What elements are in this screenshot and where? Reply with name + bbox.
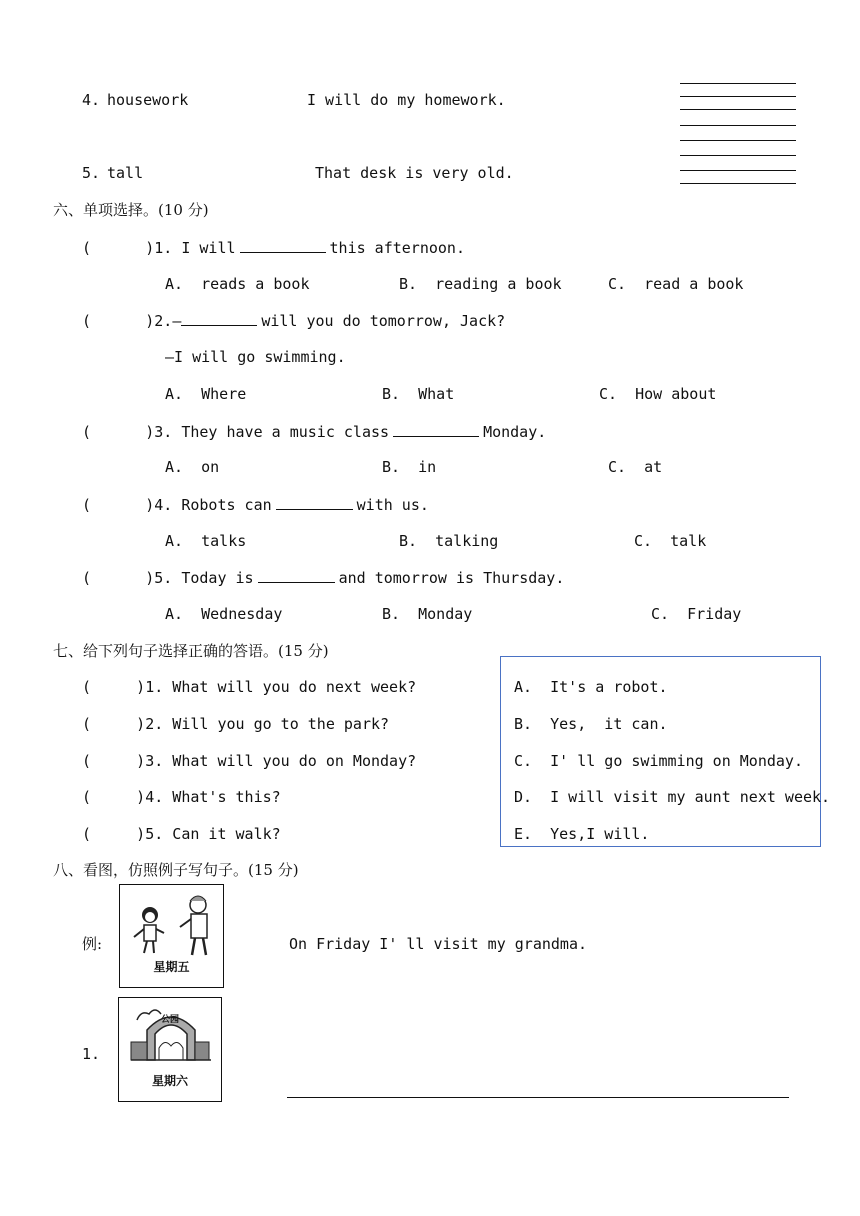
q6-1-blank[interactable] xyxy=(240,238,326,253)
handwriting-lines[interactable] xyxy=(680,82,796,186)
park-sign: 公园 xyxy=(160,1015,179,1025)
q6-2-option-c: C. How about xyxy=(599,385,717,403)
q6-3-option-b: B. in xyxy=(382,458,437,476)
section6-title: 六、单项选择。(10 分) xyxy=(53,201,209,219)
q6-4-blank[interactable] xyxy=(276,495,353,510)
answer-b: B. Yes, it can. xyxy=(514,715,668,733)
q6-3-option-c: C. at xyxy=(608,458,663,476)
q7-1[interactable]: ( )1. What will you do next week? xyxy=(82,678,417,696)
example-label: 例: xyxy=(82,935,103,953)
q7-3[interactable]: ( )3. What will you do on Monday? xyxy=(82,752,417,770)
q6-5-option-a: A. Wednesday xyxy=(165,605,283,623)
example-picture-friday xyxy=(119,884,224,988)
answer-e: E. Yes,I will. xyxy=(514,825,650,843)
q8-1-caption: 星期六 xyxy=(151,1074,188,1088)
q8-1-answer-line[interactable] xyxy=(287,1097,789,1098)
q6-4-option-b: B. talking xyxy=(399,532,499,550)
q7-4[interactable]: ( )4. What's this? xyxy=(82,788,281,806)
match-num-4: 4. xyxy=(82,91,101,109)
answer-c: C. I' ll go swimming on Monday. xyxy=(514,752,803,770)
answer-a: A. It's a robot. xyxy=(514,678,668,696)
q6-5-option-c: C. Friday xyxy=(651,605,742,623)
q6-4-paren[interactable]: ( )4. Robots can with us. xyxy=(82,496,429,514)
q6-3-paren[interactable]: ( )3. They have a music class Monday. xyxy=(82,423,547,441)
picture-saturday-park xyxy=(118,997,222,1102)
q6-2-option-b: B. What xyxy=(382,385,455,403)
q6-3-option-a: A. on xyxy=(165,458,220,476)
q6-2-blank[interactable] xyxy=(181,311,257,326)
match-word-4: housework xyxy=(107,91,189,109)
answer-d: D. I will visit my aunt next week. xyxy=(514,788,831,806)
q6-2-option-a: A. Where xyxy=(165,385,247,403)
example-sentence: On Friday I' ll visit my grandma. xyxy=(289,935,588,953)
q6-5-blank[interactable] xyxy=(258,568,335,583)
q6-1-paren[interactable]: ( )1. I will this afternoon. xyxy=(82,239,465,257)
q6-3-blank[interactable] xyxy=(393,422,479,437)
q6-2-dialog: —I will go swimming. xyxy=(165,348,346,366)
q6-1-option-b: B. reading a book xyxy=(399,275,562,293)
q6-1-option-a: A. reads a book xyxy=(165,275,310,293)
match-sentence-5: That desk is very old. xyxy=(315,164,514,182)
q6-5-option-b: B. Monday xyxy=(382,605,473,623)
q8-1-label: 1. xyxy=(82,1045,101,1063)
q7-2[interactable]: ( )2. Will you go to the park? xyxy=(82,715,390,733)
q6-1-option-c: C. read a book xyxy=(608,275,744,293)
q6-2-paren[interactable]: ( )2.— will you do tomorrow, Jack? xyxy=(82,312,506,330)
example-caption: 星期五 xyxy=(153,960,190,974)
match-word-5: tall xyxy=(107,164,144,182)
match-sentence-4: I will do my homework. xyxy=(307,91,506,109)
q6-4-option-c: C. talk xyxy=(634,532,707,550)
section8-title: 八、看图，仿照例子写句子。(15 分) xyxy=(53,861,299,879)
q7-5[interactable]: ( )5. Can it walk? xyxy=(82,825,281,843)
q6-4-option-a: A. talks xyxy=(165,532,247,550)
section7-title: 七、给下列句子选择正确的答语。(15 分) xyxy=(53,642,329,660)
match-num-5: 5. xyxy=(82,164,101,182)
q6-5-paren[interactable]: ( )5. Today is and tomorrow is Thursday. xyxy=(82,569,565,587)
